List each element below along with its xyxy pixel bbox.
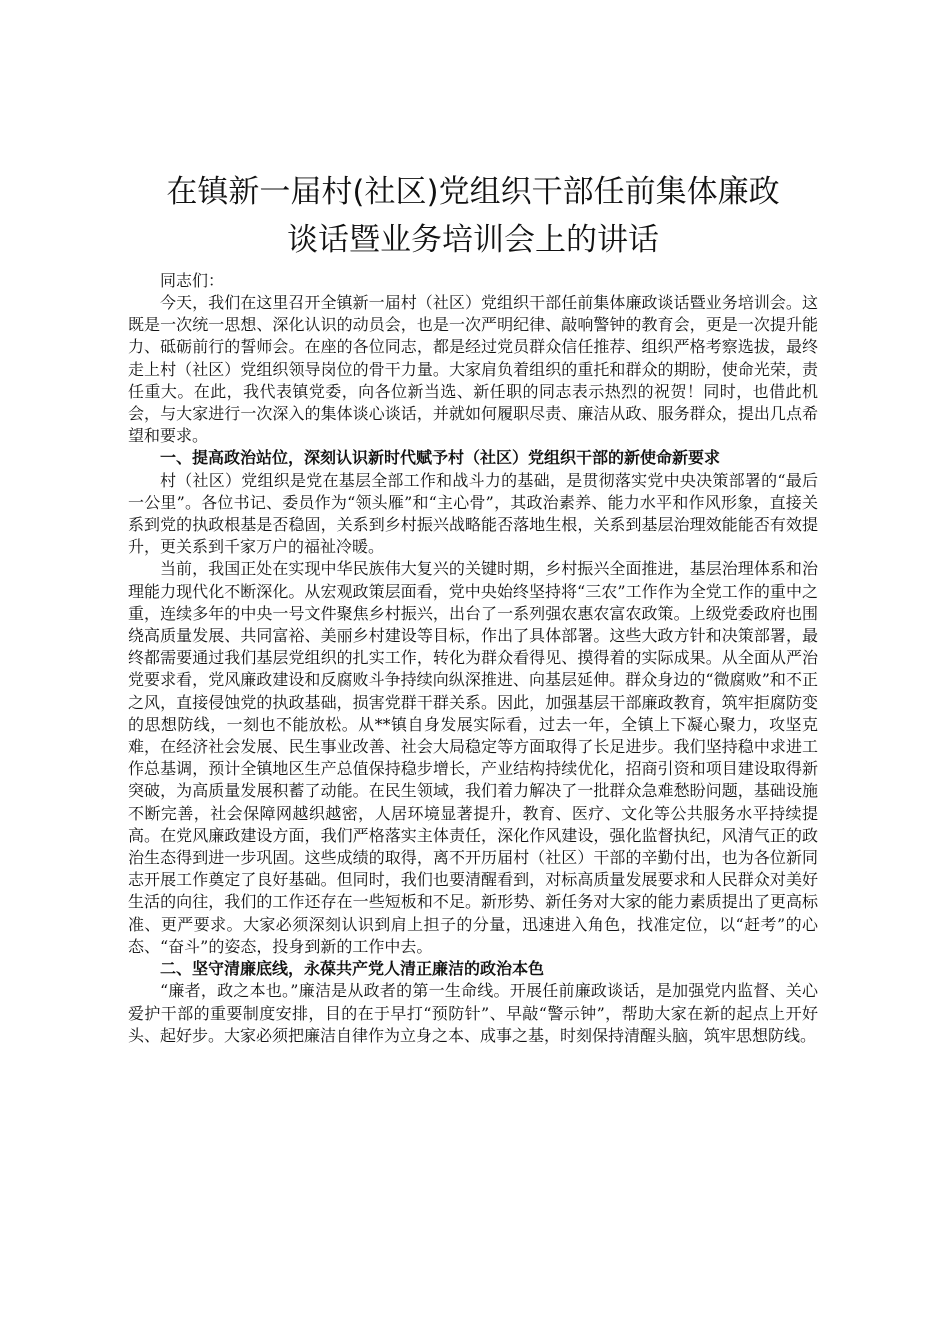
- document-page: [128, 168, 818, 1047]
- paragraph-section1-b: 当前，我国正处在实现中华民族伟大复兴的关键时期，乡村振兴全面推进，基层治理体系和治理能力现代化不断深化。从宏观政策层面看，党中央始终坚持将“三农”工作作为全党工作的重中之重，连续多年的中央一号文件聚焦乡村振兴，出台了一系列强农惠农富农政策。上级党委政府也围绕高质量发展、共同富裕、美丽乡村建设等目标，作出了具体部署。这些大政方针和决策部署，最终都需要通过我们基层党组织的扎实工作，转化为群众看得见、摸得着的实际成果。从全面从严治党要求看，党风廉政建设和反腐败斗争持续向纵深推进、向基层延伸。群众身边的“微腐败”和不正之风，直接侵蚀党的执政基础，损害党群干群关系。因此，加强基层干部廉政教育，筑牢拒腐防变的思想防线，一刻也不能放松。从**镇自身发展实际看，过去一年，全镇上下凝心聚力，攻坚克难，在经济社会发展、民生事业改善、社会大局稳定等方面取得了长足进步。我们坚持稳中求进工作总基调，预计全镇地区生产总值保持稳步增长，产业结构持续优化，招商引资和项目建设取得新突破，为高质量发展积蓄了动能。在民生领域，我们着力解决了一批群众急难愁盼问题，基础设施不断完善，社会保障网越织越密，人居环境显著提升，教育、医疗、文化等公共服务水平持续提高。在党风廉政建设方面，我们严格落实主体责任，深化作风建设，强化监督执纪，风清气正的政治生态得到进一步巩固。这些成绩的取得，离不开历届村（社区）干部的辛勤付出，也为各位新同志开展工作奠定了良好基础。但同时，我们也要清醒看到，对标高质量发展要求和人民群众对美好生活的向往，我们的工作还存在一些短板和不足。新形势、新任务对大家的能力素质提出了更高标准、更严要求。大家必须深刻认识到肩上担子的分量，迅速进入角色，找准定位，以“赶考”的心态、“奋斗”的姿态，投身到新的工作中去。: [128, 559, 818, 956]
- paragraph-section2-a: “廉者，政之本也。”廉洁是从政者的第一生命线。开展任前廉政谈话，是加强党内监督、关心爱护干部的重要制度安排，目的在于早打“预防针”、早敲“警示钟”，帮助大家在新的起点上开好头、起好步。大家必须把廉洁自律作为立身之本、成事之基，时刻保持清醒头脑，筑牢思想防线。: [128, 981, 818, 1045]
- section-heading-1: 一、提高政治站位，深刻认识新时代赋予村（社区）党组织干部的新使命新要求: [160, 448, 721, 468]
- paragraph-section1-a: 村（社区）党组织是党在基层全部工作和战斗力的基础，是贯彻落实党中央决策部署的“最后一公里”。各位书记、委员作为“领头雁”和“主心骨”，其政治素养、能力水平和作风形象，直接关系到党的执政根基是否稳固，关系到乡村振兴战略能否落地生根，关系到基层治理效能能否有效提升，更关系到千家万户的福祉冷暖。: [128, 470, 818, 557]
- title-line-2: 谈话暨业务培训会上的讲话: [287, 222, 659, 258]
- salutation: 同志们：: [160, 271, 225, 290]
- paragraph-intro: 今天，我们在这里召开全镇新一届村（社区）党组织干部任前集体廉政谈话暨业务培训会。这既是一次统一思想、深化认识的动员会，也是一次严明纪律、敲响警钟的教育会，更是一次提升能力、砥砺前行的誓师会。在座的各位同志，都是经过党员群众信任推荐、组织严格考察选拔，最终走上村（社区）党组织领导岗位的骨干力量。大家肩负着组织的重托和群众的期盼，使命光荣，责任重大。在此，我代表镇党委，向各位新当选、新任职的同志表示热烈的祝贺！同时，也借此机会，与大家进行一次深入的集体谈心谈话，并就如何履职尽责、廉洁从政、服务群众，提出几点希望和要求。: [128, 293, 818, 446]
- document-title: [128, 168, 818, 264]
- title-line-1: 在镇新一届村(社区)党组织干部任前集体廉政: [166, 174, 780, 210]
- section-heading-2: 二、坚守清廉底线，永葆共产党人清正廉洁的政治本色: [160, 959, 545, 979]
